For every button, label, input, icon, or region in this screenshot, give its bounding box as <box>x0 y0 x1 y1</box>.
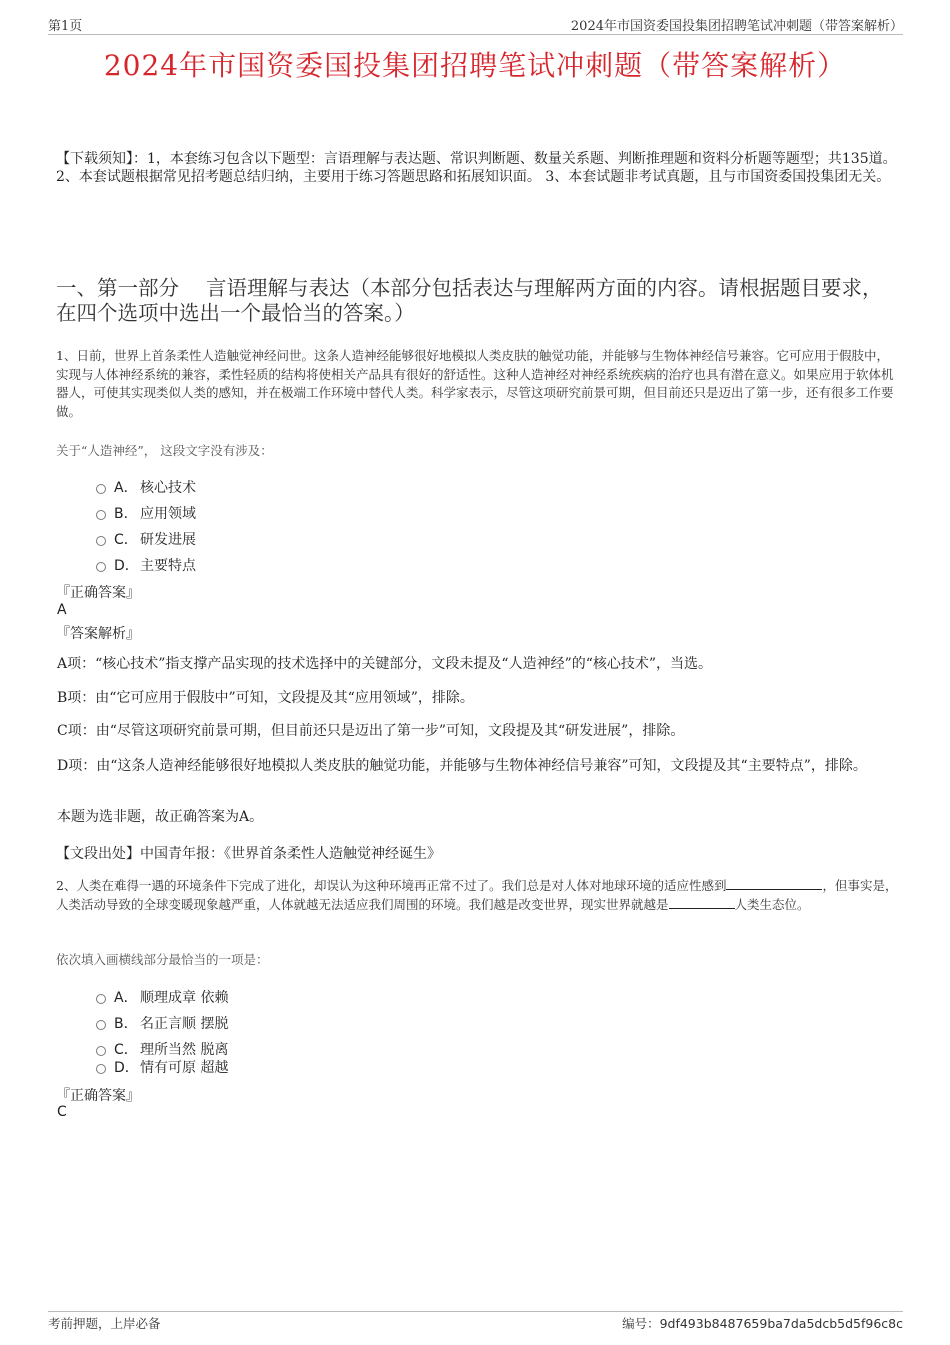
analysis-line-c: C项：由“尽管这项研究前景可期，但目前还只是迈出了第一步”可知，文段提及其“研发进展”，排除。 <box>57 723 685 739</box>
question-1-option-b[interactable] <box>96 503 196 523</box>
option-text: 情有可原 超越 <box>140 1060 229 1076</box>
radio-icon[interactable] <box>96 1020 106 1030</box>
radio-icon[interactable] <box>96 1046 106 1056</box>
question-2-option-b[interactable] <box>96 1013 228 1033</box>
question-2-text-part2: ，但事实是，人类活动导致的全球变暖现象越严重，人体就越无法适应我们周围的环境。我们越是改变世界，现实世界就越是 <box>56 878 898 912</box>
answer-value: A <box>57 602 67 618</box>
option-letter: D． <box>114 558 139 574</box>
radio-icon[interactable] <box>96 536 106 546</box>
section-heading: 一、第一部分 言语理解与表达（本部分包括表达与理解两方面的内容。请根据题目要求，在四个选项中选出一个最恰当的答案。） <box>56 276 883 325</box>
answer-value: C <box>57 1104 67 1120</box>
question-2-option-c[interactable] <box>96 1039 228 1059</box>
fill-blank-2 <box>669 896 735 909</box>
question-2-text-part1: 2、人类在难得一遇的环境条件下完成了进化，却误认为这种环境再正常不过了。我们总是对人体对地球环境的适应性感到 <box>56 878 727 893</box>
option-letter: D． <box>114 1060 139 1076</box>
option-letter: A． <box>114 990 138 1006</box>
document-title: 2024年市国资委国投集团招聘笔试冲刺题（带答案解析） <box>103 49 847 82</box>
question-1-option-d[interactable] <box>96 555 196 575</box>
option-text: 理所当然 脱离 <box>140 1042 229 1058</box>
radio-icon[interactable] <box>96 484 106 494</box>
footer-slogan: 考前押题，上岸必备 <box>48 1316 161 1331</box>
question-1-text: 1、日前，世界上首条柔性人造触觉神经问世。这条人造神经能够很好地模拟人类皮肤的触觉功能，并能够与生物体神经信号兼容。它可应用于假肢中，实现与人体神经系统的兼容，柔性轻质的结构将使相关产品具有很好的舒适性。这种人造神经对神经系统疾病的治疗也具有潜在意义。如果应用于软体机器人，可使其实现类似人类的感知，并在极端工作环境中替代人类。科学家表示，尽管这项研究前景可期，但目前还只是迈出了第一步，还有很多工作要做。 <box>56 348 894 419</box>
question-2-text <box>56 877 901 914</box>
page-footer <box>48 1311 903 1332</box>
option-text: 主要特点 <box>140 558 196 574</box>
radio-icon[interactable] <box>96 562 106 572</box>
question-1-option-a[interactable] <box>96 477 196 497</box>
analysis-line-d: D项：由“这条人造神经能够很好地模拟人类皮肤的触觉功能，并能够与生物体神经信号兼容”可知，文段提及其“主要特点”，排除。 <box>57 758 867 774</box>
option-letter: C． <box>114 532 138 548</box>
radio-icon[interactable] <box>96 994 106 1004</box>
page-number: 第1页 <box>48 18 83 34</box>
question-2-text-part3: 人类生态位。 <box>734 896 810 912</box>
answer-label: 『正确答案』 <box>56 1088 140 1104</box>
download-notice: 【下载须知】：1，本套练习包含以下题型：言语理解与表达题、常识判断题、数量关系题、判断推理题和资料分析题等题型；共135道。 2、本套试题根据常见招考题总结归纳，主要用于练习答题思路和拓展知识面。 3、本套试题非考试真题，且与市国资委国投集团无关。 <box>56 151 897 185</box>
analysis-line-b: B项：由“它可应用于假肢中”可知，文段提及其“应用领域”，排除。 <box>57 690 474 706</box>
answer-label: 『正确答案』 <box>56 585 140 601</box>
question-2-stem: 依次填入画横线部分最恰当的一项是： <box>56 952 269 967</box>
option-text: 名正言顺 摆脱 <box>140 1016 229 1032</box>
option-text: 顺理成章 依赖 <box>140 990 229 1006</box>
option-text: 研发进展 <box>140 532 196 548</box>
option-letter: A． <box>114 480 138 496</box>
option-letter: B． <box>114 1016 138 1032</box>
analysis-line-a: A项：“核心技术”指支撑产品实现的技术选择中的关键部分，文段未提及“人造神经”的“核心技术”，当选。 <box>57 656 713 672</box>
question-1-stem: 关于“人造神经”， 这段文字没有涉及： <box>56 443 273 458</box>
fill-blank-1 <box>726 877 822 890</box>
analysis-conclusion: 本题为选非题，故正确答案为A。 <box>57 809 264 825</box>
source-citation: 【文段出处】中国青年报：《世界首条柔性人造触觉神经诞生》 <box>56 846 441 862</box>
footer-serial: 编号：9df493b8487659ba7da5dcb5d5f96c8c <box>622 1316 903 1331</box>
option-text: 核心技术 <box>140 480 196 496</box>
question-1-option-c[interactable] <box>96 529 196 549</box>
analysis-label: 『答案解析』 <box>56 626 140 642</box>
header-doc-title: 2024年市国资委国投集团招聘笔试冲刺题（带答案解析） <box>570 18 903 34</box>
option-letter: C． <box>114 1042 138 1058</box>
question-2-option-d[interactable] <box>96 1057 228 1077</box>
option-text: 应用领域 <box>140 506 196 522</box>
radio-icon[interactable] <box>96 510 106 520</box>
radio-icon[interactable] <box>96 1064 106 1074</box>
question-2-option-a[interactable] <box>96 987 228 1007</box>
page-header <box>48 14 903 35</box>
option-letter: B． <box>114 506 138 522</box>
